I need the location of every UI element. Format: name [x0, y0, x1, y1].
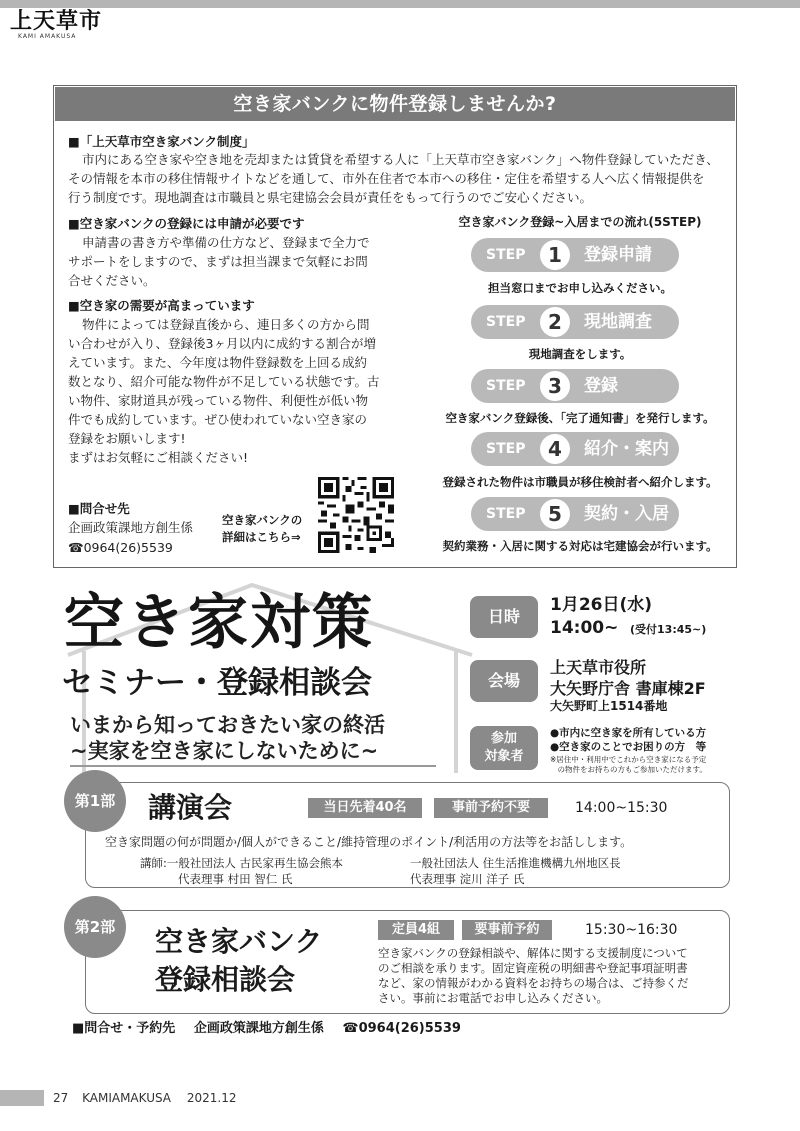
step-5-desc: 契約業務・入居に関する対応は宅建協会が行います。 — [442, 539, 718, 553]
seminar-reception: (受付13:45~) — [630, 623, 707, 636]
part-1-tag-capacity: 当日先着40名 — [308, 798, 422, 818]
text-line: その情報を本市の移住情報サイトなどを通して、市外在住者で本市への移住・定住を希望する人へ広く情報提供を — [68, 171, 705, 186]
part-1-badge: 第1部 — [64, 770, 126, 832]
speaker-a-name: 代表理事 村田 智仁 氏 — [178, 872, 293, 886]
part-2-desc — [378, 946, 689, 1006]
target-1: ●市内に空き家を所有している方 — [550, 727, 707, 739]
text-line: 申請書の書き方や準備の仕方など、登録まで全力で — [82, 235, 370, 250]
venue-line-2: 大矢野庁舎 書庫棟2F — [550, 679, 706, 698]
part-1-title: 講演会 — [148, 791, 233, 824]
page-number: 27 — [53, 1091, 69, 1105]
target-2: ●空き家のことでお困りの方 等 — [550, 741, 707, 753]
step-3-text: 登録 — [584, 376, 618, 396]
part-2-badge: 第2部 — [64, 896, 126, 958]
step-3-number: 3 — [540, 371, 570, 401]
step-2-desc: 現地調査をします。 — [528, 347, 632, 361]
part-2-time: 15:30~16:30 — [585, 922, 678, 938]
section-bank-system-heading: ■「上天草市空き家バンク制度」 — [68, 134, 255, 149]
target-note — [550, 755, 707, 775]
step-4-number: 4 — [540, 434, 570, 464]
step-4-label: STEP — [486, 441, 526, 457]
qr-label — [222, 512, 302, 546]
text-line: 件でも成約しています。ぜひ使われていない空き家の — [68, 412, 368, 427]
step-1-desc: 担当窓口までお申し込みください。 — [488, 281, 672, 295]
section-application-text — [68, 233, 370, 290]
text-line: い物件、家財道具が残っている物件、利便性が低い物 — [68, 393, 369, 408]
footer-bar — [0, 1090, 44, 1106]
venue-tag: 会場 — [470, 660, 538, 702]
desc-line: のご相談を承ります。固定資産税の明細書や登記事項証明書 — [378, 961, 688, 975]
text-line: えています。また、今年度は物件登録数を上回る成約 — [68, 355, 368, 370]
text-line: 物件によっては登録直後から、連日多くの方から問 — [82, 317, 370, 332]
contact-dept: 企画政策課地方創生係 — [68, 520, 194, 535]
text-line: サポートをしますので、まずは担当課まで気軽にお問 — [68, 254, 368, 269]
desc-line: など、家の情報がわかる資料をお持ちの場合は、ご持参くだ — [378, 976, 689, 990]
part-2-title-2: 登録相談会 — [155, 963, 296, 996]
qr-label-line: 空き家バンクの — [222, 513, 303, 527]
desc-line: さい。事前にお電話でお申し込みください。 — [378, 991, 608, 1005]
step-1-label: STEP — [486, 247, 526, 263]
contact-phone[interactable]: ☎0964(26)5539 — [68, 540, 173, 555]
city-logo: 上天草市 — [10, 9, 103, 34]
speaker-b-name: 代表理事 淀川 洋子 氏 — [410, 872, 525, 886]
target-tag-line: 対象者 — [484, 749, 524, 764]
step-3-desc: 空き家バンク登録後、「完了通知書」を発行します。 — [445, 411, 715, 425]
qr-code-icon[interactable] — [318, 477, 394, 553]
venue-line-3: 大矢野町上1514番地 — [550, 699, 668, 713]
seminar-catch-1: いまから知っておきたい家の終活 — [70, 713, 385, 737]
date-tag: 日時 — [470, 596, 538, 638]
target-tag-line: 参加 — [490, 731, 517, 746]
text-line: 登録をお願いします! — [68, 431, 186, 446]
target-tag — [470, 726, 538, 770]
part-2-title-1: 空き家バンク — [155, 925, 323, 958]
target-note-line: ※居住中・利用中でこれから空き家になる予定 — [550, 755, 707, 764]
speaker-a-org: 講師:一般社団法人 古民家再生協会熊本 — [140, 856, 344, 870]
desc-line: 空き家バンクの登録相談や、解体に関する支援制度について — [378, 946, 688, 960]
text-line: まずはお気軽にご相談ください! — [68, 450, 249, 465]
text-line: 行う制度です。現地調査は市職員と県宅建協会会員が責任をもって行うのでご安心ください。 — [68, 190, 593, 205]
bottom-contact — [72, 1020, 461, 1038]
bottom-contact-phone[interactable]: ☎0964(26)5539 — [342, 1021, 461, 1036]
issue-date: 2021.12 — [186, 1091, 237, 1105]
text-line: 合せください。 — [68, 273, 156, 288]
target-note-line: の物件をお持ちの方もご参加いただけます。 — [550, 765, 707, 774]
seminar-title: 空き家対策 — [64, 588, 374, 658]
flow-title: 空き家バンク登録~入居までの流れ(5STEP) — [458, 215, 702, 229]
step-2-number: 2 — [540, 307, 570, 337]
step-5-text: 契約・入居 — [584, 504, 669, 524]
part-2-tag-capacity: 定員4組 — [378, 920, 454, 940]
step-1-number: 1 — [540, 240, 570, 270]
top-bar — [0, 0, 800, 8]
step-4-text: 紹介・案内 — [584, 439, 669, 459]
venue-line-1: 上天草市役所 — [550, 658, 647, 677]
seminar-catch-2: ~実家を空き家にしないために~ — [70, 739, 379, 763]
text-line: 市内にある空き家や空き地を売却または賃貸を希望する人に「上天草市空き家バンク」へ物件登録していただき、 — [82, 152, 719, 167]
footer — [53, 1090, 236, 1106]
contact-heading: ■問合せ先 — [68, 501, 130, 516]
part-1-time: 14:00~15:30 — [575, 800, 668, 816]
step-5-label: STEP — [486, 506, 526, 522]
catch-underline — [70, 765, 436, 767]
step-1-text: 登録申請 — [584, 245, 652, 265]
city-logo-sub: KAMI AMAKUSA — [18, 33, 77, 40]
seminar-subtitle: セミナー・登録相談会 — [62, 665, 372, 701]
qr-label-line: 詳細はこちら⇒ — [222, 530, 301, 544]
step-2-text: 現地調査 — [584, 312, 652, 332]
step-2-label: STEP — [486, 314, 526, 330]
text-line: い合わせが入り、登録後3ヶ月以内に成約する割合が増 — [68, 336, 376, 351]
step-4-desc: 登録された物件は市職員が移住検討者へ紹介します。 — [442, 475, 718, 489]
section-bank-system-text — [68, 150, 733, 207]
bottom-contact-dept: 企画政策課地方創生係 — [193, 1021, 324, 1036]
speaker-b-org: 一般社団法人 住生活推進機構九州地区長 — [410, 856, 621, 870]
bottom-contact-label: ■問合せ・予約先 — [72, 1021, 176, 1036]
section-demand-text — [68, 315, 380, 467]
step-3-label: STEP — [486, 378, 526, 394]
akiya-bank-title: 空き家バンクに物件登録しませんか? — [55, 87, 735, 121]
seminar-date: 1月26日(水) — [550, 595, 653, 615]
part-2-tag-reservation: 要事前予約 — [462, 920, 552, 940]
section-demand-heading: ■空き家の需要が高まっています — [68, 298, 255, 313]
section-application-heading: ■空き家バンクの登録には申請が必要です — [68, 216, 305, 231]
part-1-tag-reservation: 事前予約不要 — [434, 798, 548, 818]
text-line: 数となり、紹介可能な物件が不足している状態です。古 — [68, 374, 380, 389]
part-1-desc: 空き家問題の何が問題か/個人ができること/維持管理のポイント/利活用の方法等をお話しします。 — [105, 835, 633, 849]
seminar-time: 14:00~ — [550, 618, 619, 638]
step-5-number: 5 — [540, 499, 570, 529]
magazine-name: KAMIAMAKUSA — [82, 1091, 172, 1105]
